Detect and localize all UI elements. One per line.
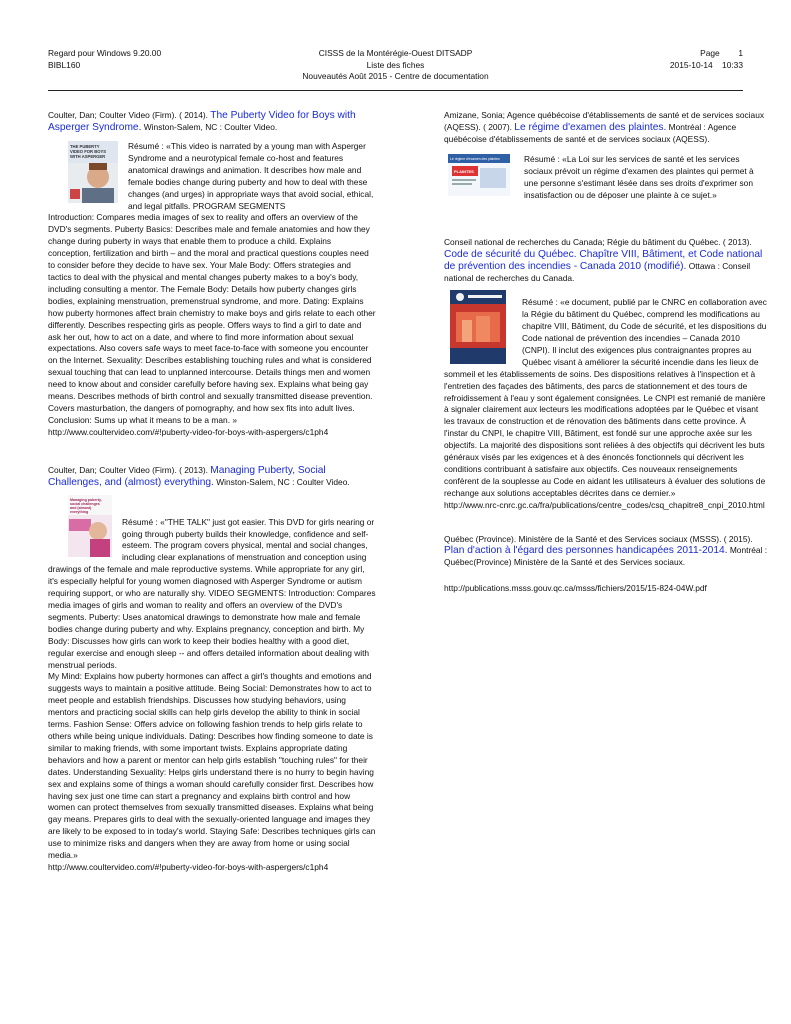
record-citation [444, 534, 768, 570]
cover-thumbnail [68, 495, 112, 557]
report-title: Liste des fiches [366, 59, 425, 70]
svg-text:PLAINTES: PLAINTES [454, 168, 474, 174]
record-publisher: Montréal : Agence québécoise d'établissements de santé et de services sociaux (AQESS). [444, 121, 737, 144]
record-description: My Mind: Explains how puberty hormones can affect a girl's thoughts and emotions and suggests ways to maintain a positive attitude. Being Social: Demonstrates how to act to meet people and establish friendships. Discusses how studying behaviors, using mentors and practicing social skills can help girls develop the ability to think in social terms. Fashion Sense: Offers advice on following fashion trends to help girls relate to others while being unique individuals. Dating: Describes how finding someone to date is similar to making friends, with some important twists. Explains appropriate dating behaviors and how a parent or mentor can help girls establish "touching rules" for their dates. Understanding Sexuality: Helps girls understand there is no hurry to begin having sex and explains some of things a woman should carefully consider first. Describes how having sex just one time can start a pregnancy and explains birth control and how women can protect themselves from sexually transmitted diseases. Explains what being gay means. Prepares girls to deal with the sexually-oriented language and images they are likely to be exposed to in today's world. Staying Safe: Describes techniques girls can use to minimize risks and dangers when they are away from home or using social media.» [48, 671, 376, 861]
record-title-link[interactable]: Le régime d'examen des plaintes. [514, 121, 667, 133]
report-subtitle: Nouveautés Août 2015 - Centre de documentation [302, 71, 489, 82]
header-divider [48, 90, 743, 91]
record-title-link[interactable]: Code de sécurité du Québec. Chapître VIII, Bâtiment, et Code national de prévention des incendies - Canada 2010 (modifié). [444, 249, 763, 273]
record-publisher: Montréal : Québec(Province) Ministère de la Santé et des Services sociaux. [444, 545, 768, 568]
record-authors: Coulter, Dan; Coulter Video (Firm). ( 2013). [48, 464, 208, 475]
record-conclusion: Conclusion: Sums up what it means to be a man. » [48, 414, 238, 425]
record-publisher: Winston-Salem, NC : Coulter Video. [143, 122, 278, 132]
organization-name: CISSS de la Montérégie-Ouest DITSADP [318, 48, 473, 58]
svg-text:and (almost): and (almost) [70, 505, 92, 510]
record-authors: Conseil national de recherches du Canada; Régie du bâtiment du Québec. ( 2013). [444, 237, 752, 248]
record-title-link[interactable]: The Puberty Video for Boys with Asperger Syndrome. [48, 110, 356, 133]
record-citation [48, 110, 376, 134]
record-entry [48, 110, 376, 439]
svg-text:Managing puberty,: Managing puberty, [70, 497, 102, 502]
cover-thumbnail [448, 154, 510, 196]
report-time: 10:33 [722, 59, 743, 70]
record-url[interactable]: http://publications.msss.gouv.qc.ca/msss/fichiers/2015/15-824-04W.pdf [444, 583, 707, 594]
record-publisher: Ottawa : Conseil national de recherches du Canada. [444, 261, 751, 284]
record-citation [444, 237, 768, 285]
record-title-link[interactable]: Managing Puberty, Social Challenges, and (almost) everything. [48, 464, 326, 488]
report-code: BIBL160 [48, 59, 81, 70]
svg-text:everything: everything [70, 509, 89, 514]
software-version: Regard pour Windows 9.20.00 [48, 48, 162, 58]
record-url[interactable]: http://www.nrc-cnrc.gc.ca/fra/publications/centre_codes/csq_chapitre8_cnpi_2010.html [444, 499, 765, 510]
record-title-link[interactable]: Plan d'action à l'égard des personnes handicapées 2011-2014. [444, 545, 728, 557]
page-number: 1 [738, 48, 743, 58]
record-summary: Résumé : «e document, publié par le CNRC en collaboration avec la Régie du bâtiment du Québec, comprend les modifications au chapitre VIII, Bâtiment, du Code de sécurité, et les dispositions du Code national de prévention des incendies – Canada 2010 (CNPI). Il inclut des exigences plus contraignantes propres au Québec visant à améliorer la sécurité incendie dans les lieux de sommeil et les établissements de soins. Des dispositions relatives à l'inspection et à l'entretien des façades des bâtiments, des parcs de stationnement et des tours de refroidissement à l'eau y sont également consignées. Le CNPI est remanié de manière à signaler clairement aux lecteurs les modifications adoptées par le Québec et visant les travaux de construction et de rénovation des bâtiments dans cette province. À l'instar du CNPI, le chapitre VIII, Bâtiment, est fondé sur une approche axée sur les objectifs. La majorité des dispositions sont reliées à des objectifs qui décrivent les buts généraux visés par les exigences et à des énoncés fonctionnels qui décrivent les conditions contribuant à satisfaire aux objectifs. Ces nouveaux renseignements confèrent de la souplesse au Code en aidant les utilisateurs à évaluer des solutions de rechange aux solutions acceptables décrites dans ce dernier.» [444, 297, 767, 498]
record-publisher: Winston-Salem, NC : Coulter Video. [216, 476, 350, 487]
cover-thumbnail [68, 141, 118, 203]
record-citation [48, 465, 376, 489]
left-column [48, 110, 376, 888]
record-entry [444, 534, 768, 596]
svg-text:Le régime d'examen des plainte: Le régime d'examen des plaintes [450, 156, 500, 161]
record-url[interactable]: http://www.coultervideo.com/#!puberty-video-for-boys-with-aspergers/c1ph4 [48, 861, 329, 872]
right-column [444, 110, 768, 609]
svg-text:THE PUBERTY: THE PUBERTY [70, 144, 100, 149]
report-header-right [670, 48, 743, 71]
record-authors: Amizane, Sonia; Agence québécoise d'établissements de santé et de services sociaux (AQESS). ( 2007). [444, 110, 765, 132]
record-authors: Québec (Province). Ministère de la Santé et des Services sociaux (MSSS). ( 2015). [444, 533, 753, 544]
record-summary: Résumé : «La Loi sur les services de santé et les services sociaux prévoit un régime d'examen des plaintes qui permet à une personne s'estimant lésée dans ses droits d'exprimer son insatisfaction ou de déposer une plainte à ce sujet.» [524, 153, 754, 200]
record-entry [444, 110, 768, 201]
report-date: 2015-10-14 [669, 59, 713, 70]
record-summary: Résumé : «This video is narrated by a young man with Asperger Syndrome and a neurotypical female co-host and features anatomical drawings and animation. It describes how male and female bodies change during puberty and how to deal with these changes (and urges) in appropriate ways that avoid social, ethical, and legal pitfalls. PROGRAM SEGMENTS [128, 141, 374, 211]
record-description: Introduction: Compares media images of sex to reality and offers an overview of the DVD's segments. Puberty Basics: Describes male and female anatomies and how they change during puberty in ways that enable them to produce a child. Explains conception, fertilization and birth – and the moral and practical questions couples need to consider before they decide to have sex. Your Male Body: Offers strategies and tactics to deal with the physical and mental changes puberty makes to a boy's body, including consulting a mentor. The Female Body: Details how puberty changes girls bodies, explaining menstruation, premenstrual syndrome, and more. Dating: Explains how puberty hormones affect brain chemistry to make boys and girls relate to each other differently. Describes respecting girls as people. Offers ways to find a girl to date and ask her out, how to act on a date, and where to find more information about sexual expectations. Also covers safe ways to meet face-to-face with someone you encounter on the Internet. Sexuality: Describes establishing touching rules and what is considered sexual touching that can lead to unplanned intercourse. Details things men and women need to know about and consider carefully before having sex. Explains what being gay means. Describes methods of birth control and sexually transmitted disease prevention. Covers masturbation, the dangers of pornography, and how sex fits into adult lives. [48, 212, 376, 413]
svg-text:WITH ASPERGER: WITH ASPERGER [70, 154, 106, 159]
record-url[interactable]: http://www.coultervideo.com/#!puberty-video-for-boys-with-aspergers/c1ph4 [48, 426, 329, 437]
record-authors: Coulter, Dan; Coulter Video (Firm). ( 2014). [48, 110, 208, 120]
record-citation [444, 110, 768, 146]
svg-text:VIDEO FOR BOYS: VIDEO FOR BOYS [70, 149, 107, 154]
svg-text:social challenges: social challenges [70, 501, 100, 506]
record-summary: Résumé : «"THE TALK" just got easier. This DVD for girls nearing or going through puberty builds their knowledge, confidence and self-esteem. The program covers physical, mental and social changes, including clear explanations of menstruation and conception using drawings of the female and male reproductive systems. While appropriate for any girl, it's especially helpful for young women diagnosed with Asperger Syndrome or autism requiring support, or who are naturally shy. VIDEO SEGMENTS: Introduction: Compares media images of girls and woman to reality and offers an overview of the DVD's segments. Puberty: Uses anatomical drawings to demonstrate how male and female bodies change during puberty and why. Explains pregnancy, conception and birth. My Body: Discusses how girls can work to keep their bodies healthy with a good diet, regular exercise and enough sleep -- and offers detailed information about dealing with menstrual periods. [48, 516, 376, 670]
record-entry [48, 465, 376, 874]
page-label: Page [700, 48, 720, 58]
cover-thumbnail [450, 290, 506, 364]
record-entry [444, 237, 768, 511]
